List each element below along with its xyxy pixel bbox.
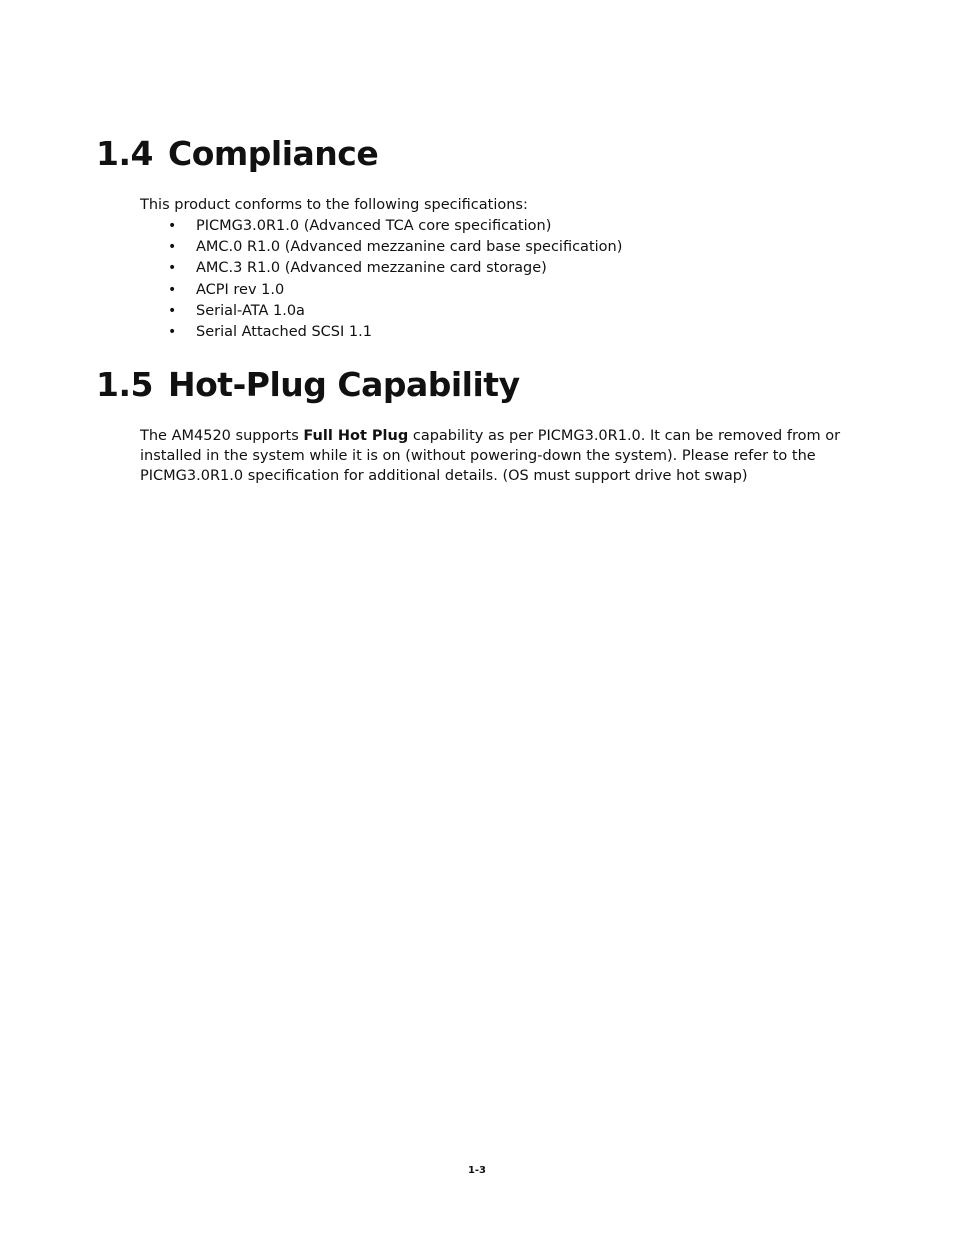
section-number: 1.4 <box>96 134 153 173</box>
list-item-text: AMC.0 R1.0 (Advanced mezzanine card base specification) <box>196 239 623 256</box>
bullet-icon: • <box>168 323 177 340</box>
list-item <box>140 216 622 237</box>
list-item <box>140 237 622 258</box>
list-item-text: PICMG3.0R1.0 (Advanced TCA core specification) <box>196 218 552 234</box>
list-item-text: ACPI rev 1.0 <box>196 281 285 298</box>
hot-plug-paragraph <box>140 426 841 486</box>
list-item <box>140 322 622 343</box>
list-item-text: Serial-ATA 1.0a <box>196 302 305 319</box>
section-title: Hot-Plug Capability <box>168 365 520 404</box>
bullet-icon: • <box>168 302 177 319</box>
compliance-intro: This product conforms to the following specifications: <box>140 197 528 213</box>
bullet-icon: • <box>168 260 177 277</box>
bullet-icon: • <box>168 281 177 298</box>
specification-list <box>140 216 622 343</box>
bold-term: Full Hot Plug <box>303 428 409 444</box>
section-number: 1.5 <box>96 365 153 404</box>
paragraph-line-1 <box>140 426 841 446</box>
section-title: Compliance <box>168 134 379 173</box>
paragraph-line-1-rest: capability as per PICMG3.0R1.0. It can be removed from or <box>408 428 841 444</box>
list-item <box>140 258 622 279</box>
bullet-icon: • <box>168 239 177 256</box>
list-item <box>140 301 622 322</box>
paragraph-prefix: The AM4520 supports <box>140 428 304 444</box>
section-heading-hot-plug <box>96 365 520 405</box>
paragraph-line-2: installed in the system while it is on (without powering-down the system). Please refer to the <box>140 448 816 464</box>
list-item-text: Serial Attached SCSI 1.1 <box>196 323 372 340</box>
list-item <box>140 280 622 301</box>
section-heading-compliance <box>96 134 378 174</box>
paragraph-line-3: PICMG3.0R1.0 specification for additional details. (OS must support drive hot swap) <box>140 468 748 484</box>
bullet-icon: • <box>168 218 177 234</box>
list-item-text: AMC.3 R1.0 (Advanced mezzanine card storage) <box>196 260 547 277</box>
page-number: 1-3 <box>467 1165 487 1176</box>
